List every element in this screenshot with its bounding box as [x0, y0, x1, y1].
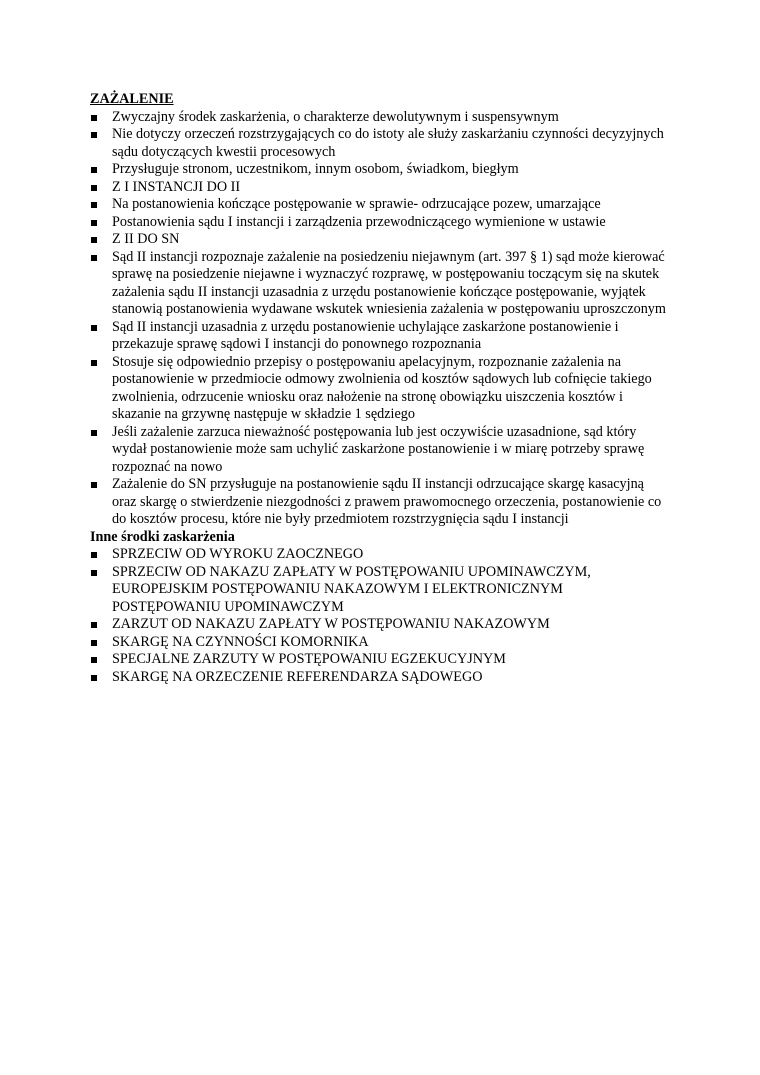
- list-item: [90, 651, 670, 669]
- list-item-text: ZARZUT OD NAKAZU ZAPŁATY W POSTĘPOWANIU NAKAZOWYM: [112, 616, 550, 632]
- bullet-icon: [91, 570, 97, 576]
- list-item: [90, 231, 670, 249]
- list-item: [90, 564, 670, 617]
- list-item-text: SPRZECIW OD NAKAZU ZAPŁATY W POSTĘPOWANIU UPOMINAWCZYM, EUROPEJSKIM POSTĘPOWANIU NAKAZOWYM I ELEKTRONICZNYM POSTĘPOWANIU UPOMINAWCZYM: [112, 563, 591, 615]
- bullet-icon: [91, 325, 97, 331]
- list-item-text: SPECJALNE ZARZUTY W POSTĘPOWANIU EGZEKUCYJNYM: [112, 651, 506, 667]
- bullet-icon: [91, 202, 97, 208]
- bullet-icon: [91, 360, 97, 366]
- section-title-zazalenie: ZAŻALENIE: [90, 91, 174, 107]
- list-item: [90, 179, 670, 197]
- list-item: [90, 669, 670, 687]
- bullet-icon: [91, 185, 97, 191]
- bullet-icon: [91, 675, 97, 681]
- document-content: [90, 91, 670, 686]
- list-item: [90, 616, 670, 634]
- list-item-text: Z II DO SN: [112, 231, 180, 247]
- list-item: [90, 126, 670, 161]
- list-item-text: Stosuje się odpowiednio przepisy o postępowaniu apelacyjnym, rozpoznanie zażalenia na postanowienie w przedmiocie odmowy zwolnienia od kosztów sądowych lub cofnięcie takiego zwolnienia, odrzucenie wniosku oraz nałożenie na stronę obowiązku uiszczenia kosztów i skazanie na grzywnę następuje w składzie 1 sędziego: [112, 353, 652, 422]
- list-item-text: SKARGĘ NA ORZECZENIE REFERENDARZA SĄDOWEGO: [112, 668, 483, 685]
- inne-srodki-list: [90, 546, 670, 686]
- list-item: [90, 319, 670, 354]
- list-item-text: SKARGĘ NA CZYNNOŚCI KOMORNIKA: [112, 633, 369, 650]
- list-item-text: Zażalenie do SN przysługuje na postanowienie sądu II instancji odrzucające skargę kasacyjną oraz skargę o stwierdzenie niezgodności z prawem prawomocnego orzeczenia, postanowienie co do kosztów procesu, które nie były przedmiotem rozstrzygnięcia sądu I instancji: [112, 476, 662, 527]
- bullet-icon: [91, 115, 97, 121]
- list-item: [90, 109, 670, 127]
- bullet-icon: [91, 482, 97, 488]
- bullet-icon: [91, 640, 97, 646]
- list-item: [90, 161, 670, 179]
- list-item: [90, 214, 670, 232]
- bullet-icon: [91, 622, 97, 628]
- list-item-text: Na postanowienia kończące postępowanie w sprawie- odrzucające pozew, umarzające: [112, 196, 601, 212]
- list-item: [90, 424, 670, 477]
- bullet-icon: [91, 430, 97, 436]
- bullet-icon: [91, 132, 97, 138]
- list-item: [90, 249, 670, 319]
- bullet-icon: [91, 237, 97, 243]
- list-item-text: Nie dotyczy orzeczeń rozstrzygających co do istoty ale służy zaskarżaniu czynności decyzyjnych sądu dotyczących kwestii procesowych: [112, 126, 664, 160]
- list-item: [90, 196, 670, 214]
- bullet-icon: [91, 552, 97, 558]
- bullet-icon: [91, 255, 97, 261]
- list-item: [90, 634, 670, 652]
- list-item-text: Zwyczajny środek zaskarżenia, o charakterze dewolutywnym i suspensywnym: [112, 108, 559, 125]
- section-title-inne-srodki: Inne środki zaskarżenia: [90, 528, 235, 545]
- list-item: [90, 354, 670, 424]
- bullet-icon: [91, 657, 97, 663]
- list-item-text: Jeśli zażalenie zarzuca nieważność postępowania lub jest oczywiście uzasadnione, sąd który wydał postanowienie może sam uchylić zaskarżone postanowienie i w miarę potrzeby sprawę rozpoznać na nowo: [112, 423, 645, 475]
- list-item: [90, 476, 670, 529]
- list-item-text: Postanowienia sądu I instancji i zarządzenia przewodniczącego wymienione w ustawie: [112, 213, 606, 230]
- list-item-text: Przysługuje stronom, uczestnikom, innym osobom, świadkom, biegłym: [112, 161, 519, 177]
- zazalenie-list: [90, 109, 670, 529]
- bullet-icon: [91, 167, 97, 173]
- list-item-text: SPRZECIW OD WYROKU ZAOCZNEGO: [112, 546, 364, 562]
- list-item: [90, 546, 670, 564]
- list-item-text: Sąd II instancji rozpoznaje zażalenie na posiedzeniu niejawnym (art. 397 § 1) sąd może kierować sprawę na posiedzenie niejawne i wyznaczyć rozprawę, w postępowaniu toczącym się na skutek zażalenia sądu II instancji uzasadnia z urzędu postanowienie kończące postępowanie, wyjątek stanowią postanowienia wydawane wskutek wniesienia zażalenia w postępowaniu uproszczonym: [112, 248, 666, 317]
- bullet-icon: [91, 220, 97, 226]
- list-item-text: Sąd II instancji uzasadnia z urzędu postanowienie uchylające zaskarżone postanowienie i przekazuje sprawę sądowi I instancji do ponownego rozpoznania: [112, 318, 619, 352]
- list-item-text: Z I INSTANCJI DO II: [112, 178, 241, 195]
